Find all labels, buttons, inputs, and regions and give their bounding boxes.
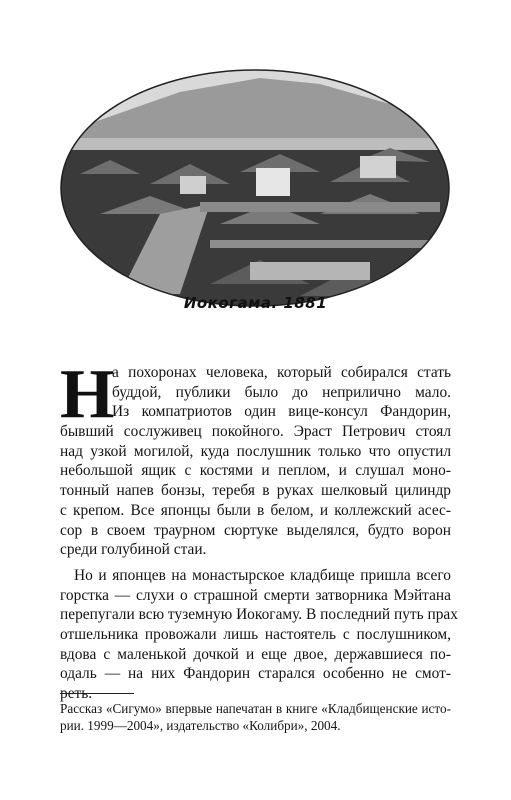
text-line: бывший сослуживец покойного. Эраст Петрович стоял [60, 423, 451, 441]
drop-cap: Н [60, 356, 115, 433]
text-line: над узкой могилой, куда послушник только что опустил [60, 442, 451, 460]
text-line: перепугали всю туземную Иокогаму. В последний путь прах [60, 606, 458, 624]
footnote-line: рии. 1999—2004», издательство «Колибри», 2004. [60, 718, 341, 733]
story-text [60, 356, 458, 704]
footnote [60, 700, 451, 734]
text-line: среди голубиной стаи. [60, 541, 207, 559]
text-line: горстка — слухи о страшной смерти затворника Мэйтана [60, 586, 451, 604]
text-line: одаль — на них Фандорин старался особенно не смот- [60, 665, 451, 683]
text-line: Но и японцев на монастырское кладбище пришла всего [74, 566, 451, 584]
engraving-svg [60, 64, 450, 312]
illustration-caption: Иокогама. 1881 [183, 294, 328, 312]
text-line: сор в своем траурном сюртуке выделялся, будто ворон [60, 521, 451, 539]
text-line: с крепом. Все японцы были в белом, и коллежский асес- [60, 501, 451, 519]
text-line: вдова с маленькой дочкой и еще двое, державшиеся по- [60, 645, 451, 663]
footnote-rule [60, 693, 134, 694]
yokohama-engraving [60, 64, 450, 312]
text-line: а похоронах человека, который собирался стать [112, 364, 451, 381]
text-line: Из компатриотов один вице-консул Фандорин, [112, 403, 451, 421]
footnote-line: Рассказ «Сигумо» впервые напечатан в книге «Кладбищенские исто- [60, 701, 451, 716]
text-line: реть. [60, 685, 93, 702]
text-line: отшельника провожали лишь настоятель с послушником, [60, 625, 451, 643]
text-line: тонный напев бонзы, теребя в руках шелковый цилиндр [60, 482, 451, 500]
text-line: небольшой ящик с костями и пеплом, и слушал моно- [60, 462, 451, 480]
text-line: буддой, публики было до неприлично мало. [112, 383, 451, 401]
